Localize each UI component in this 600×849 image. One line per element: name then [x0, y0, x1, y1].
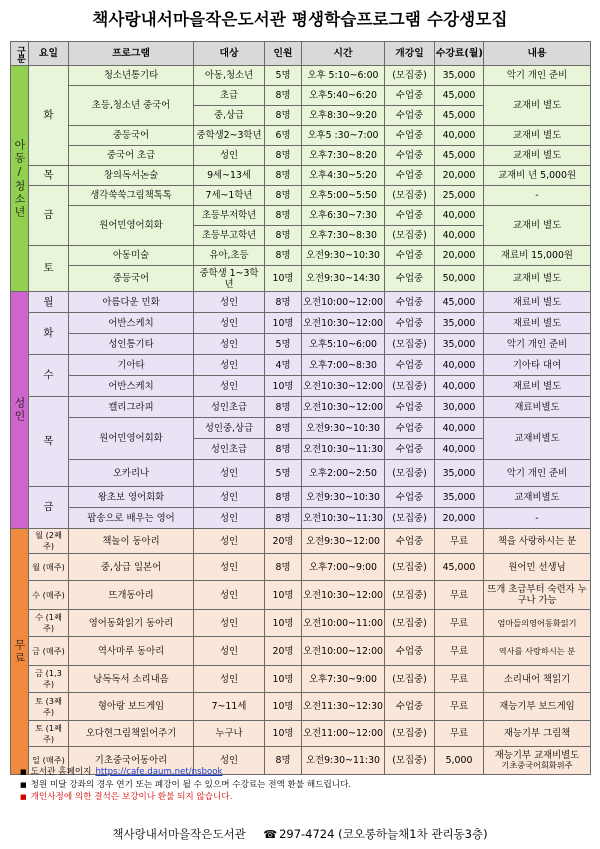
time-cell: 오후6:30~7:30 — [302, 206, 385, 226]
status-cell: 수업중 — [385, 397, 435, 418]
capacity-cell: 4명 — [265, 355, 302, 376]
fee-cell: 무료 — [435, 581, 484, 610]
capacity-cell: 10명 — [265, 610, 302, 637]
table-row — [11, 693, 591, 721]
fee-cell: 40,000 — [435, 418, 484, 439]
status-cell: (모집중) — [385, 554, 435, 581]
time-cell: 오전10:00~11:00 — [302, 610, 385, 637]
note-cell: - — [484, 186, 591, 206]
status-cell: (모집중) — [385, 376, 435, 397]
note-cell: - — [484, 508, 591, 529]
fee-cell: 45,000 — [435, 86, 484, 106]
status-cell: 수업중 — [385, 166, 435, 186]
footnote-no-refund — [20, 791, 590, 804]
capacity-cell: 8명 — [265, 226, 302, 246]
footnote-refund — [20, 779, 590, 792]
time-cell: 오전9:30~14:30 — [302, 266, 385, 292]
capacity-cell: 5명 — [265, 66, 302, 86]
note-cell: 재료비 별도 — [484, 292, 591, 313]
fee-cell: 40,000 — [435, 206, 484, 226]
note-cell: 소리내어 책읽기 — [484, 666, 591, 693]
day-cell: 월 — [29, 292, 69, 313]
time-cell: 오후7:30~8:20 — [302, 146, 385, 166]
table-row — [11, 206, 591, 226]
status-cell: 수업중 — [385, 206, 435, 226]
fee-cell: 20,000 — [435, 166, 484, 186]
day-cell: 화 — [29, 313, 69, 355]
capacity-cell: 10명 — [265, 266, 302, 292]
table-row — [11, 266, 591, 292]
phone-number: 297-4724 — [279, 827, 335, 841]
target-cell: 중학생 1~3학년 — [194, 266, 265, 292]
status-cell: 수업중 — [385, 126, 435, 146]
day-cell: 금 (매주) — [29, 637, 69, 666]
day-cell: 수 (매주) — [29, 581, 69, 610]
day-cell: 수 (1째주) — [29, 610, 69, 637]
status-cell: (모집중) — [385, 666, 435, 693]
status-cell: (모집중) — [385, 581, 435, 610]
capacity-cell: 10명 — [265, 313, 302, 334]
fee-cell: 50,000 — [435, 266, 484, 292]
time-cell: 오전9:30~10:30 — [302, 246, 385, 266]
status-cell: 수업중 — [385, 246, 435, 266]
fee-cell: 35,000 — [435, 313, 484, 334]
category-free: 무료 — [11, 529, 29, 775]
fee-cell: 30,000 — [435, 397, 484, 418]
capacity-cell: 8명 — [265, 246, 302, 266]
capacity-cell: 8명 — [265, 166, 302, 186]
program-cell: 왕초보 영어회화 — [69, 487, 194, 508]
fee-cell: 45,000 — [435, 106, 484, 126]
capacity-cell: 8명 — [265, 86, 302, 106]
target-cell: 유아,초등 — [194, 246, 265, 266]
capacity-cell: 6명 — [265, 126, 302, 146]
table-row — [11, 186, 591, 206]
time-cell: 오후7:30~9:00 — [302, 666, 385, 693]
capacity-cell: 8명 — [265, 508, 302, 529]
program-cell: 기아타 — [69, 355, 194, 376]
program-cell: 어반스케치 — [69, 313, 194, 334]
program-cell: 성인통기타 — [69, 334, 194, 355]
target-cell: 누구나 — [194, 721, 265, 747]
note-cell: 책을 사랑하시는 분 — [484, 529, 591, 554]
table-row — [11, 86, 591, 106]
time-cell: 오전10:30~12:00 — [302, 581, 385, 610]
note-cell: 재능기부 그림책 — [484, 721, 591, 747]
time-cell: 오전11:30~12:30 — [302, 693, 385, 721]
header-time: 시간 — [302, 42, 385, 66]
note-cell: 악기 개인 준비 — [484, 66, 591, 86]
capacity-cell: 8명 — [265, 554, 302, 581]
header-fee: 수강료(월) — [435, 42, 484, 66]
status-cell: (모집중) — [385, 186, 435, 206]
table-row — [11, 610, 591, 637]
table-row — [11, 554, 591, 581]
table-row — [11, 508, 591, 529]
status-cell: (모집중) — [385, 610, 435, 637]
program-cell: 책놀이 동아리 — [69, 529, 194, 554]
time-cell: 오후5:10~6:00 — [302, 334, 385, 355]
time-cell: 오전11:00~12:00 — [302, 721, 385, 747]
time-cell: 오전9:30~11:30 — [302, 747, 385, 775]
fee-cell: 40,000 — [435, 439, 484, 460]
program-cell: 낭독독서 소리내음 — [69, 666, 194, 693]
time-cell: 오후5:40~6:20 — [302, 86, 385, 106]
note-cell: 교재비 별도 — [484, 146, 591, 166]
fee-cell: 45,000 — [435, 292, 484, 313]
time-cell: 오후8:30~9:20 — [302, 106, 385, 126]
program-cell: 중등국어 — [69, 126, 194, 146]
capacity-cell: 8명 — [265, 186, 302, 206]
category-child: 아동/청소년 — [11, 66, 29, 292]
table-row — [11, 666, 591, 693]
target-cell: 성인 — [194, 666, 265, 693]
note-cell: 악기 개인 준비 — [484, 460, 591, 487]
phone-icon: ☎ — [263, 828, 278, 841]
table-row — [11, 66, 591, 86]
capacity-cell: 8명 — [265, 418, 302, 439]
note-cell: 재료비 별도 — [484, 313, 591, 334]
program-cell: 형아랑 보드게임 — [69, 693, 194, 721]
time-cell: 오후5:00~5:50 — [302, 186, 385, 206]
status-cell: 수업중 — [385, 693, 435, 721]
table-row — [11, 355, 591, 376]
table-row — [11, 460, 591, 487]
program-cell: 어반스케치 — [69, 376, 194, 397]
program-cell: 원어민영어회화 — [69, 418, 194, 460]
note-cell: 뜨개 초급부터 숙련자 누구나 가능 — [484, 581, 591, 610]
capacity-cell: 20명 — [265, 637, 302, 666]
capacity-cell: 10명 — [265, 693, 302, 721]
table-row — [11, 246, 591, 266]
table-row — [11, 292, 591, 313]
time-cell: 오후2:00~2:50 — [302, 460, 385, 487]
time-cell: 오전10:30~11:30 — [302, 508, 385, 529]
capacity-cell: 10명 — [265, 721, 302, 747]
time-cell: 오후7:00~9:00 — [302, 554, 385, 581]
day-cell: 월 (2째주) — [29, 529, 69, 554]
day-cell: 일 (매주) — [29, 747, 69, 775]
capacity-cell: 10명 — [265, 376, 302, 397]
homepage-label: 도서관 홈페이지 — [30, 767, 92, 777]
no-refund-text: 개인사정에 의한 결석은 보강이나 환불 되지 않습니다. — [30, 792, 233, 802]
capacity-cell: 8명 — [265, 146, 302, 166]
time-cell: 오후5 :30~7:00 — [302, 126, 385, 146]
capacity-cell: 8명 — [265, 106, 302, 126]
target-cell: 성인 — [194, 487, 265, 508]
note-line: 재능기부 교재비별도 — [494, 750, 580, 762]
program-cell: 캘리그라피 — [69, 397, 194, 418]
time-cell: 오후7:00~8:30 — [302, 355, 385, 376]
bullet-icon: ■ — [20, 793, 27, 801]
time-cell: 오전10:00~12:00 — [302, 292, 385, 313]
status-cell: 수업중 — [385, 529, 435, 554]
program-cell: 원어민영어회화 — [69, 206, 194, 246]
target-cell: 성인 — [194, 637, 265, 666]
fee-cell: 20,000 — [435, 246, 484, 266]
table-row — [11, 581, 591, 610]
note-cell: 교재비 별도 — [484, 126, 591, 146]
page-title: 책사랑내서마을작은도서관 평생학습프로그램 수강생모집 — [92, 10, 508, 29]
program-cell: 중국어 초급 — [69, 146, 194, 166]
target-cell: 아동,청소년 — [194, 66, 265, 86]
time-cell: 오전10:30~12:00 — [302, 397, 385, 418]
header-category: 구분 — [11, 42, 29, 66]
capacity-cell: 8명 — [265, 747, 302, 775]
program-cell: 아동미술 — [69, 246, 194, 266]
day-cell: 수 — [29, 355, 69, 397]
status-cell: (모집중) — [385, 66, 435, 86]
time-cell: 오후 5:10~6:00 — [302, 66, 385, 86]
day-cell: 토 (1째주) — [29, 721, 69, 747]
fee-cell: 35,000 — [435, 66, 484, 86]
fee-cell: 무료 — [435, 666, 484, 693]
day-cell: 금 (1,3주) — [29, 666, 69, 693]
note-cell: 재료비 별도 — [484, 376, 591, 397]
note-cell: 역사를 사랑하시는 분 — [484, 637, 591, 666]
table-row — [11, 376, 591, 397]
target-cell: 성인초급 — [194, 397, 265, 418]
fee-cell: 45,000 — [435, 146, 484, 166]
status-cell: 수업중 — [385, 637, 435, 666]
category-adult: 성인 — [11, 292, 29, 529]
status-cell: (모집중) — [385, 747, 435, 775]
capacity-cell: 5명 — [265, 334, 302, 355]
table-row — [11, 418, 591, 439]
program-schedule-table — [10, 41, 591, 775]
target-cell: 성인 — [194, 313, 265, 334]
table-header-row — [11, 42, 591, 66]
day-cell: 목 — [29, 166, 69, 186]
status-cell: 수업중 — [385, 266, 435, 292]
header-note: 내용 — [484, 42, 591, 66]
library-name: 책사랑내서마을작은도서관 — [112, 827, 246, 841]
target-cell: 성인 — [194, 334, 265, 355]
target-cell: 성인 — [194, 355, 265, 376]
fee-cell: 35,000 — [435, 334, 484, 355]
capacity-cell: 8명 — [265, 292, 302, 313]
note-cell: 교재비 년 5,000원 — [484, 166, 591, 186]
target-cell: 성인 — [194, 292, 265, 313]
time-cell: 오전9:30~12:00 — [302, 529, 385, 554]
target-cell: 성인초급 — [194, 439, 265, 460]
refund-text: 청원 미달 강좌의 경우 연기 또는 폐강이 될 수 있으며 수강료는 전액 환불 해드립니다. — [30, 779, 352, 790]
program-cell: 초등,청소년 중국어 — [69, 86, 194, 126]
time-cell: 오후4:30~5:20 — [302, 166, 385, 186]
program-cell: 중등국어 — [69, 266, 194, 292]
fee-cell: 무료 — [435, 721, 484, 747]
note-cell: 교재비 별도 — [484, 86, 591, 126]
fee-cell: 40,000 — [435, 226, 484, 246]
status-cell: 수업중 — [385, 292, 435, 313]
capacity-cell: 10명 — [265, 581, 302, 610]
status-cell: 수업중 — [385, 418, 435, 439]
note-cell: 기아타 대여 — [484, 355, 591, 376]
program-cell: 아름다운 민화 — [69, 292, 194, 313]
header-target: 대상 — [194, 42, 265, 66]
program-cell: 창의독서논술 — [69, 166, 194, 186]
note-cell: 재료비별도 — [484, 397, 591, 418]
capacity-cell: 8명 — [265, 487, 302, 508]
target-cell: 성인 — [194, 460, 265, 487]
table-row — [11, 126, 591, 146]
target-cell: 초등부저학년 — [194, 206, 265, 226]
note-cell: 교재비 별도 — [484, 266, 591, 292]
status-cell: (모집중) — [385, 508, 435, 529]
fee-cell: 35,000 — [435, 460, 484, 487]
footnote-homepage — [20, 766, 590, 779]
target-cell: 7~11세 — [194, 693, 265, 721]
note-cell: 악기 개인 준비 — [484, 334, 591, 355]
day-cell: 화 — [29, 66, 69, 166]
target-cell: 초급 — [194, 86, 265, 106]
header-capacity: 인원 — [265, 42, 302, 66]
table-row — [11, 334, 591, 355]
time-cell: 오전10:30~12:00 — [302, 313, 385, 334]
status-cell: (모집중) — [385, 721, 435, 747]
fee-cell: 무료 — [435, 693, 484, 721]
program-cell: 중,상급 일본어 — [69, 554, 194, 581]
header-status: 개강일 — [385, 42, 435, 66]
day-cell: 토 (3째주) — [29, 693, 69, 721]
program-cell: 생각쑥쑥그림책톡톡 — [69, 186, 194, 206]
capacity-cell: 20명 — [265, 529, 302, 554]
target-cell: 7세~1학년 — [194, 186, 265, 206]
target-cell: 성인 — [194, 610, 265, 637]
table-row — [11, 637, 591, 666]
capacity-cell: 10명 — [265, 666, 302, 693]
note-subline: 기초중국어회화위주 — [501, 760, 573, 771]
status-cell: 수업중 — [385, 439, 435, 460]
day-cell: 월 (매주) — [29, 554, 69, 581]
target-cell: 성인 — [194, 508, 265, 529]
status-cell: 수업중 — [385, 487, 435, 508]
note-cell: 엄마들의영어동화읽기 — [484, 610, 591, 637]
day-cell: 목 — [29, 397, 69, 487]
note-cell: 교재비 별도 — [484, 206, 591, 246]
header-day: 요일 — [29, 42, 69, 66]
time-cell: 오전9:30~10:30 — [302, 418, 385, 439]
note-cell: 재능기부 보드게임 — [484, 693, 591, 721]
fee-cell: 5,000 — [435, 747, 484, 775]
status-cell: (모집중) — [385, 334, 435, 355]
target-cell: 성인 — [194, 529, 265, 554]
note-cell: 재료비 15,000원 — [484, 246, 591, 266]
address: (코오롱하늘채1차 관리동3층) — [338, 827, 488, 841]
target-cell: 성인 — [194, 747, 265, 775]
table-row — [11, 166, 591, 186]
target-cell: 성인중,상급 — [194, 418, 265, 439]
status-cell: 수업중 — [385, 86, 435, 106]
capacity-cell: 8명 — [265, 206, 302, 226]
fee-cell: 45,000 — [435, 554, 484, 581]
status-cell: 수업중 — [385, 146, 435, 166]
target-cell: 중,상급 — [194, 106, 265, 126]
time-cell: 오전10:00~12:00 — [302, 637, 385, 666]
day-cell: 금 — [29, 487, 69, 529]
capacity-cell: 8명 — [265, 439, 302, 460]
program-cell: 오카리나 — [69, 460, 194, 487]
capacity-cell: 5명 — [265, 460, 302, 487]
program-cell: 오다현그림책읽어주기 — [69, 721, 194, 747]
table-row — [11, 487, 591, 508]
fee-cell: 무료 — [435, 529, 484, 554]
program-cell: 청소년통기타 — [69, 66, 194, 86]
target-cell: 성인 — [194, 581, 265, 610]
status-cell: (모집중) — [385, 460, 435, 487]
note-cell: 원어민 선생님 — [484, 554, 591, 581]
fee-cell: 20,000 — [435, 508, 484, 529]
program-cell: 팝송으로 배우는 영어 — [69, 508, 194, 529]
table-row — [11, 529, 591, 554]
target-cell: 9세~13세 — [194, 166, 265, 186]
time-cell: 오전10:30~11:30 — [302, 439, 385, 460]
target-cell: 성인 — [194, 146, 265, 166]
day-cell: 금 — [29, 186, 69, 246]
note-cell: 교재비별도 — [484, 487, 591, 508]
note-cell: 교재비별도 — [484, 418, 591, 460]
target-cell: 중학생2~3학년 — [194, 126, 265, 146]
homepage-link[interactable]: https://cafe.daum.net/nsbook — [95, 767, 223, 777]
table-row — [11, 721, 591, 747]
program-cell: 뜨개동아리 — [69, 581, 194, 610]
bullet-icon: ■ — [20, 768, 27, 776]
fee-cell: 40,000 — [435, 126, 484, 146]
program-cell: 기초중국어동아리 — [69, 747, 194, 775]
time-cell: 오후7:30~8:30 — [302, 226, 385, 246]
fee-cell: 35,000 — [435, 487, 484, 508]
header-program: 프로그램 — [69, 42, 194, 66]
capacity-cell: 8명 — [265, 397, 302, 418]
status-cell: (모집중) — [385, 226, 435, 246]
table-row — [11, 313, 591, 334]
fee-cell: 40,000 — [435, 376, 484, 397]
fee-cell: 40,000 — [435, 355, 484, 376]
status-cell: 수업중 — [385, 106, 435, 126]
program-cell: 역사마루 동아리 — [69, 637, 194, 666]
status-cell: 수업중 — [385, 355, 435, 376]
status-cell: 수업중 — [385, 313, 435, 334]
table-row — [11, 146, 591, 166]
fee-cell: 무료 — [435, 610, 484, 637]
table-row — [11, 397, 591, 418]
time-cell: 오전10:30~12:00 — [302, 376, 385, 397]
program-cell: 영어동화읽기 동아리 — [69, 610, 194, 637]
target-cell: 성인 — [194, 554, 265, 581]
time-cell: 오전9:30~10:30 — [302, 487, 385, 508]
fee-cell: 무료 — [435, 637, 484, 666]
target-cell: 초등부고학년 — [194, 226, 265, 246]
fee-cell: 25,000 — [435, 186, 484, 206]
day-cell: 토 — [29, 246, 69, 292]
target-cell: 성인 — [194, 376, 265, 397]
bullet-icon: ■ — [20, 780, 27, 789]
contact-line — [0, 826, 600, 842]
footnotes — [20, 766, 590, 804]
